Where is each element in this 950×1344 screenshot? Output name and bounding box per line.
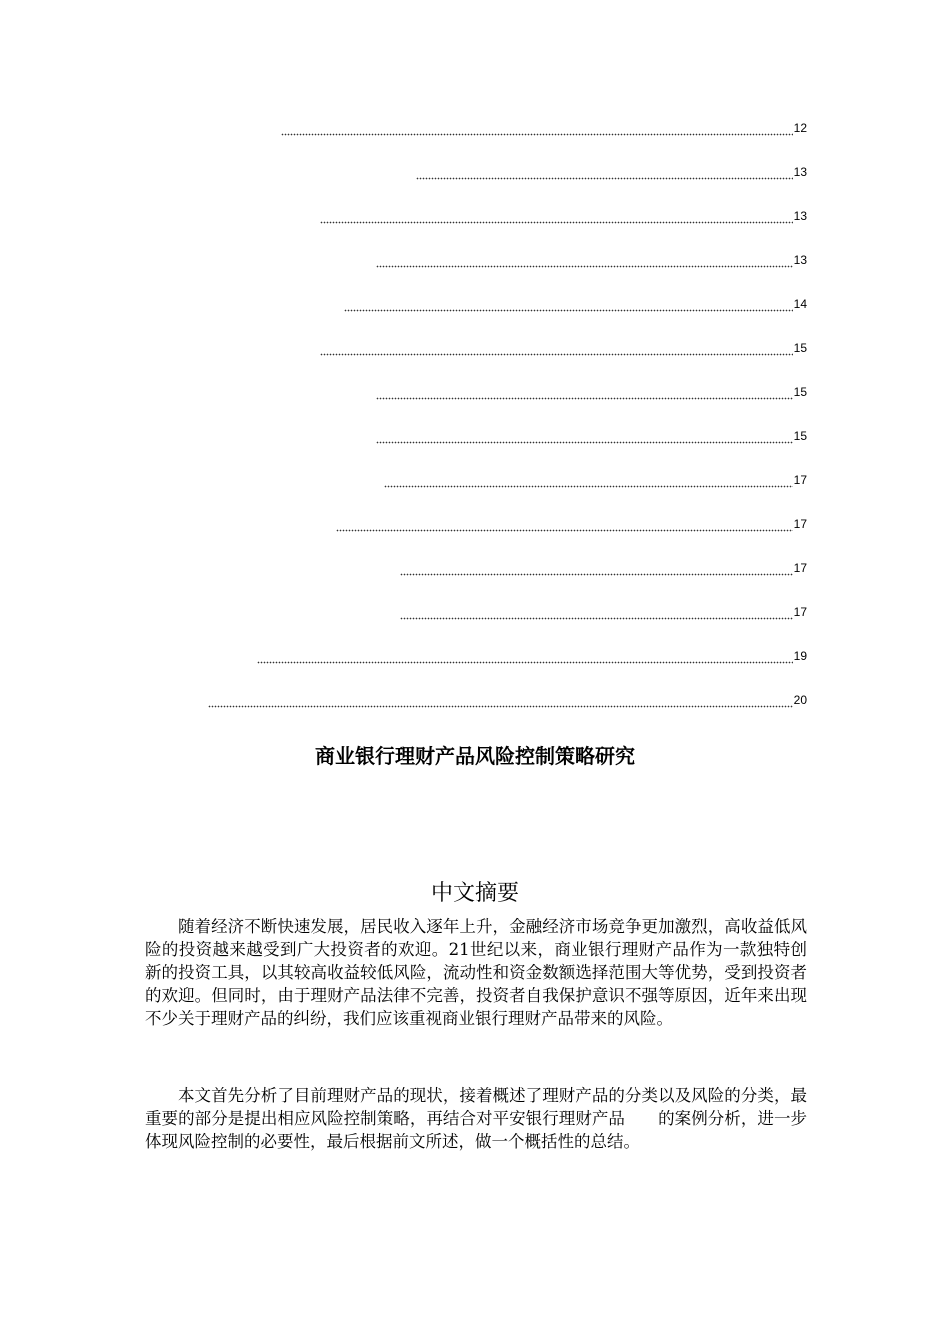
toc-entry[interactable] bbox=[344, 294, 807, 314]
toc-entry[interactable] bbox=[416, 162, 807, 182]
toc-entry[interactable] bbox=[400, 558, 807, 578]
toc-leader-dots bbox=[344, 294, 793, 314]
toc-leader-dots bbox=[257, 646, 793, 666]
toc-page-number: 17 bbox=[793, 561, 807, 575]
toc-leader-dots bbox=[336, 514, 793, 534]
toc-entry[interactable] bbox=[281, 118, 807, 138]
toc-entry[interactable] bbox=[376, 382, 807, 402]
toc-leader-dots bbox=[400, 558, 793, 578]
toc-leader-dots bbox=[376, 250, 793, 270]
abstract-paragraph: 随着经济不断快速发展，居民收入逐年上升，金融经济市场竞争更加激烈，高收益低风险的投资越来越受到广大投资者的欢迎。21世纪以来，商业银行理财产品作为一款独特创新的投资工具，以其较高收益较低风险，流动性和资金数额选择范围大等优势，受到投资者的欢迎。但同时，由于理财产品法律不完善，投资者自我保护意识不强等原因，近年来出现不少关于理财产品的纠纷，我们应该重视商业银行理财产品带来的风险。 bbox=[145, 917, 807, 1028]
toc-page-number: 20 bbox=[793, 693, 807, 707]
abstract-paragraph: 本文首先分析了目前理财产品的现状，接着概述了理财产品的分类以及风险的分类，最重要的部分是提出相应风险控制策略，再结合对平安银行理财产品 的案例分析，进一步体现风险控制的必要性，最后根据前文所述，做一个概括性的总结。 bbox=[145, 1086, 807, 1151]
toc-entry[interactable] bbox=[376, 426, 807, 446]
toc-page-number: 17 bbox=[793, 473, 807, 487]
toc-page-number: 13 bbox=[793, 253, 807, 267]
toc-entry[interactable] bbox=[257, 646, 807, 666]
toc-leader-dots bbox=[320, 338, 793, 358]
toc-entry[interactable] bbox=[336, 514, 807, 534]
toc-leader-dots bbox=[320, 206, 793, 226]
toc-page-number: 17 bbox=[793, 517, 807, 531]
toc-leader-dots bbox=[384, 470, 793, 490]
toc-page-number: 15 bbox=[793, 429, 807, 443]
toc-entry[interactable] bbox=[384, 470, 807, 490]
toc-page-number: 19 bbox=[793, 649, 807, 663]
toc-entry[interactable] bbox=[320, 338, 807, 358]
toc-entry[interactable] bbox=[376, 250, 807, 270]
toc-entry[interactable] bbox=[400, 602, 807, 622]
document-title: 商业银行理财产品风险控制策略研究 bbox=[315, 744, 635, 768]
toc-page-number: 14 bbox=[793, 297, 807, 311]
toc-page-number: 15 bbox=[793, 385, 807, 399]
toc-page-number: 17 bbox=[793, 605, 807, 619]
toc-page-number: 15 bbox=[793, 341, 807, 355]
toc-leader-dots bbox=[416, 162, 793, 182]
toc-leader-dots bbox=[376, 382, 793, 402]
toc-entry[interactable] bbox=[208, 690, 807, 710]
toc-leader-dots bbox=[281, 118, 793, 138]
toc-entry[interactable] bbox=[320, 206, 807, 226]
toc-leader-dots bbox=[400, 602, 793, 622]
toc-page-number: 12 bbox=[793, 121, 807, 135]
abstract-heading: 中文摘要 bbox=[430, 881, 519, 906]
toc-page-number: 13 bbox=[793, 165, 807, 179]
toc-leader-dots bbox=[376, 426, 793, 446]
toc-page-number: 13 bbox=[793, 209, 807, 223]
toc-leader-dots bbox=[208, 690, 793, 710]
